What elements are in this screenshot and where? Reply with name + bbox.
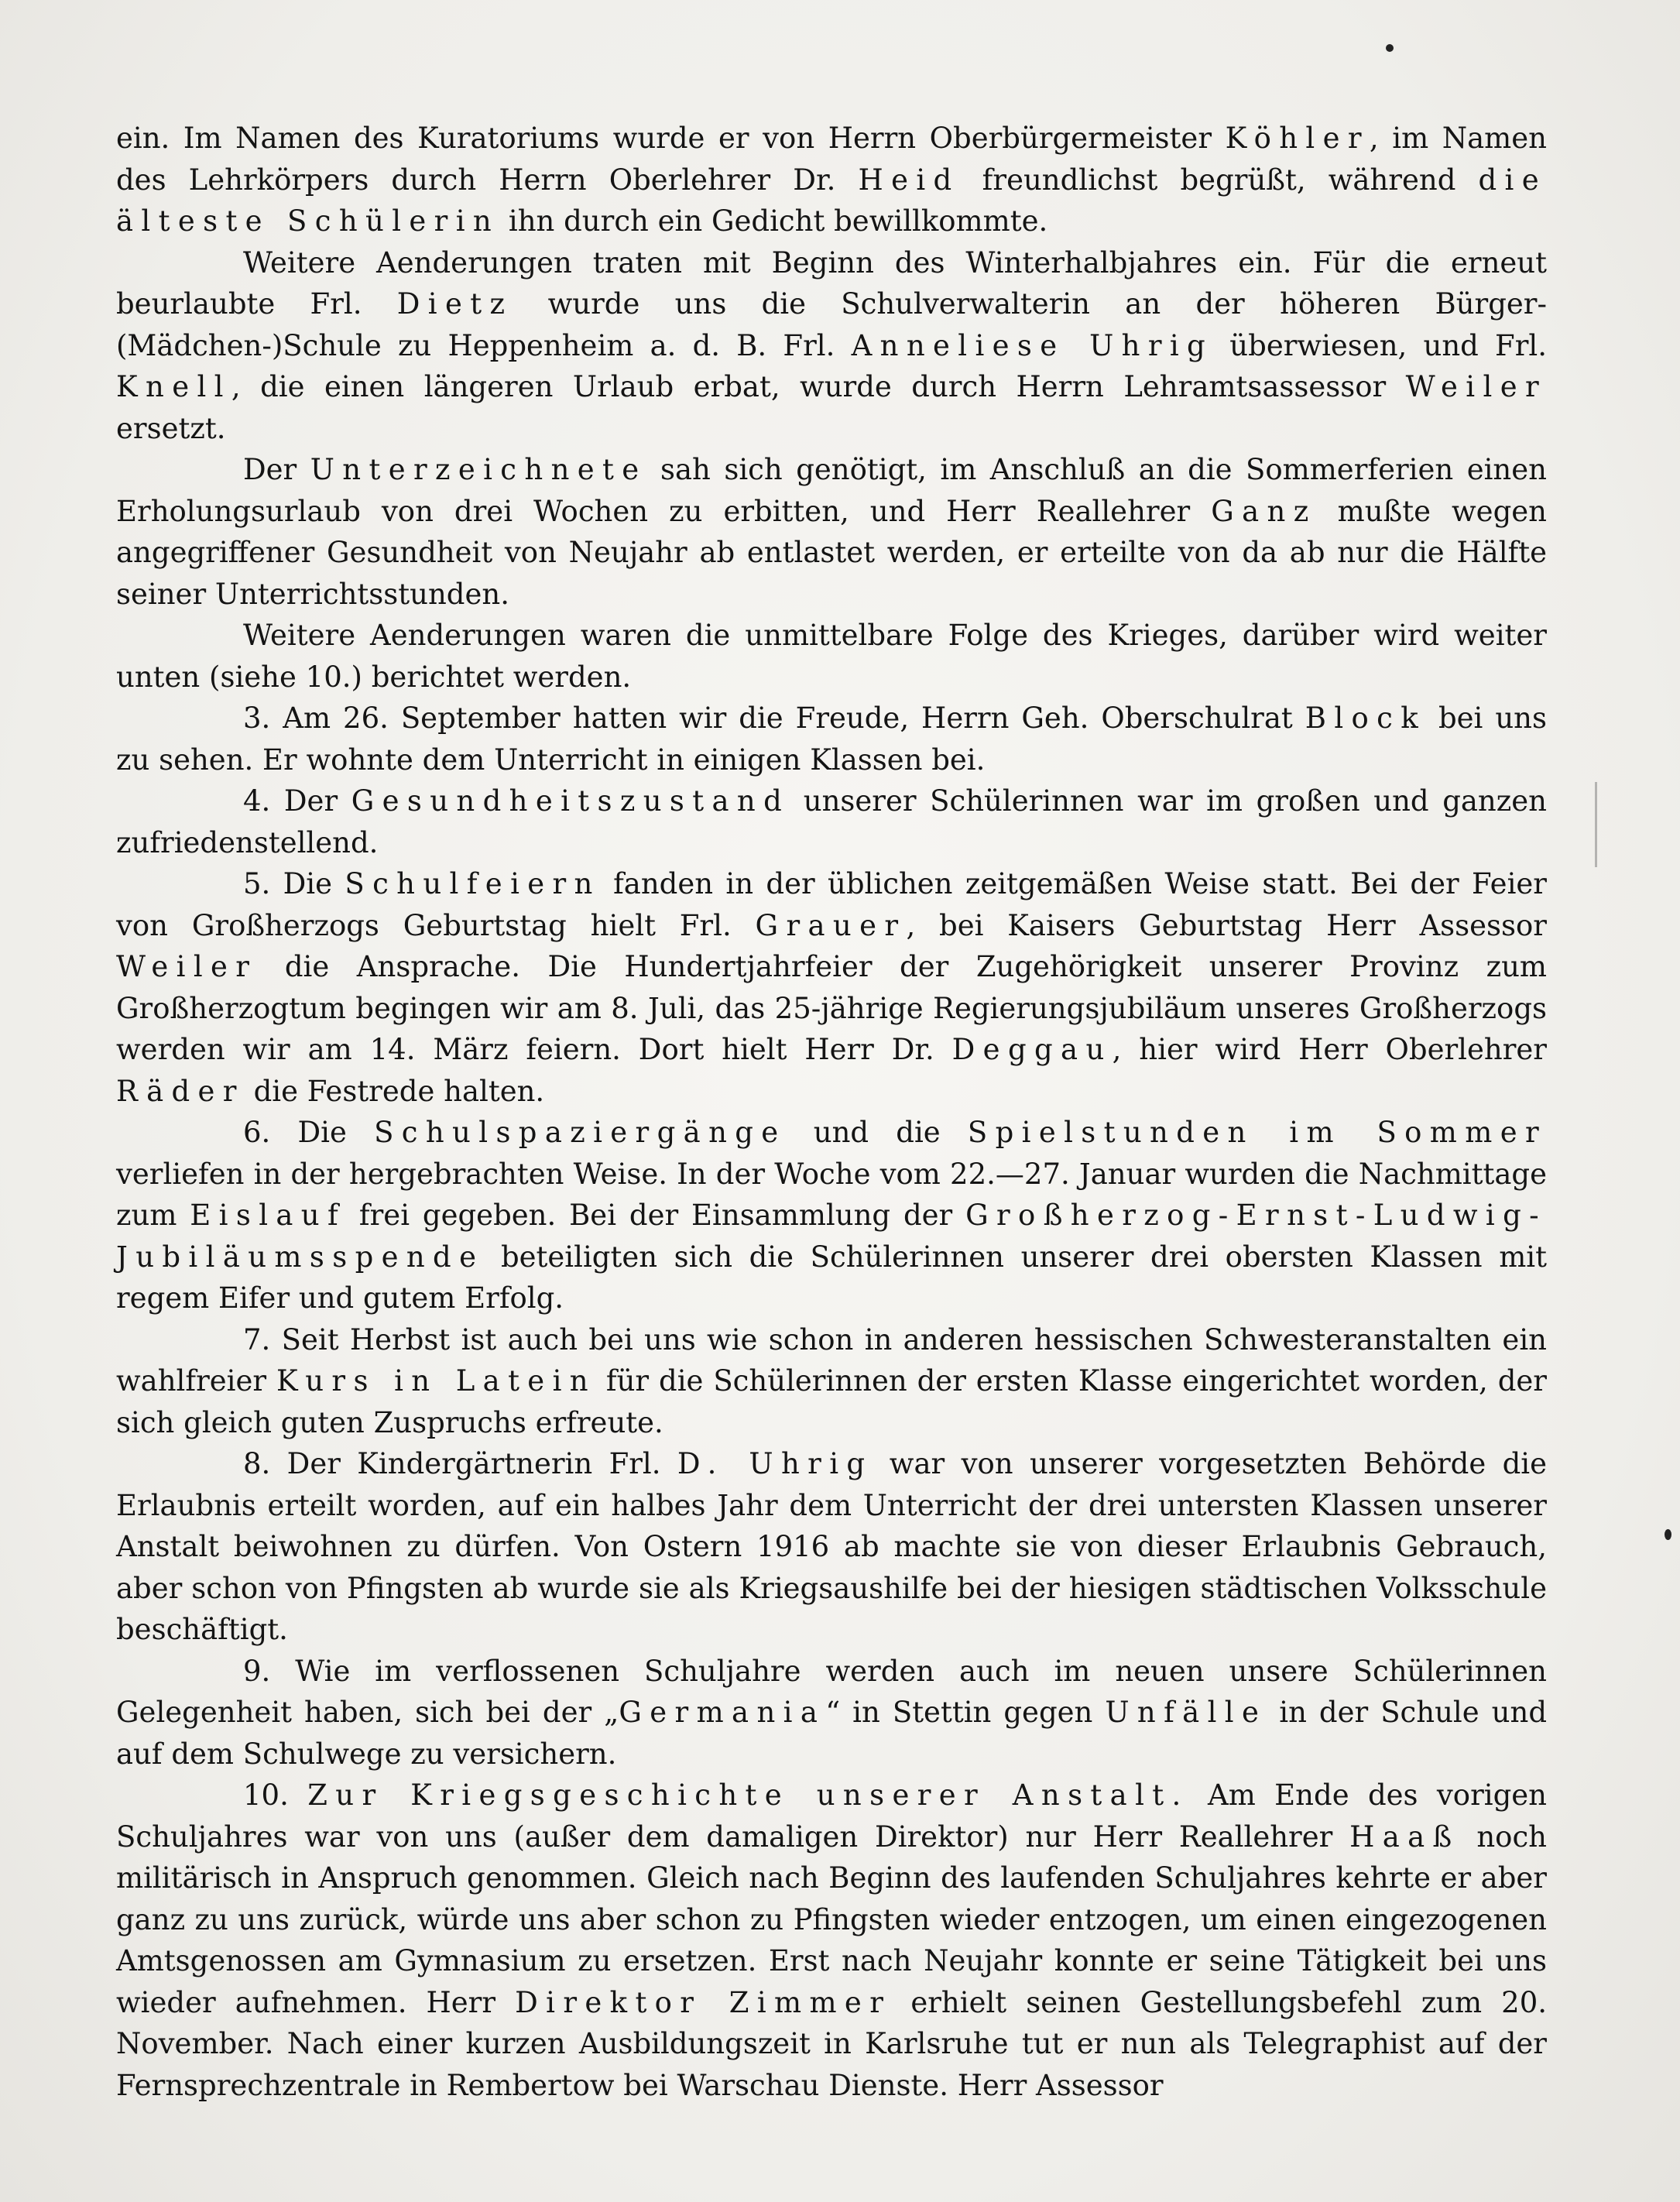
- text-run: in der Schule und auf dem Schulwege zu versichern.: [116, 1696, 1547, 1771]
- text-run: Der: [243, 453, 310, 486]
- scan-edge-line-right: [1595, 782, 1597, 867]
- paragraph-p9: [116, 1319, 1547, 1444]
- spaced-emphasis: Weiler: [116, 950, 258, 983]
- spaced-emphasis: Spielstunden im Sommer: [967, 1116, 1547, 1149]
- text-run: Am Ende des vorigen Schuljahres war von uns (außer dem damaligen Direktor) nur Herr Reallehrer: [116, 1778, 1548, 1854]
- paragraph-p6: [116, 780, 1547, 863]
- text-run: fanden in der üblichen zeitgemäßen Weise statt. Bei der Feier von Großherzogs Geburtstag hielt Frl.: [116, 867, 1547, 942]
- text-run: 7. Seit Herbst ist auch bei uns wie schon in anderen hessischen Schwesteranstalten ein wahlfreier: [116, 1322, 1547, 1398]
- text-run: mußte wegen angegriffener Gesundheit von Neujahr ab entlastet werden, er erteilte von da ab nur die Hälfte seiner Unterrichtsstunden.: [116, 494, 1547, 611]
- text-run: freundlichst begrüßt, während: [959, 163, 1479, 197]
- paragraph-p1: [116, 118, 1547, 242]
- text-run: war von unserer vorgesetzten Behörde die Erlaubnis erteilt worden, auf ein halbes Jahr dem Unterricht der drei untersten Klassen unserer Anstalt beiwohnen zu dürfen. Von Ostern 1916 ab machte sie von dieser Erlaubnis Gebrauch, aber schon von Pfingsten ab wurde sie als Kriegsaushilfe bei der hiesigen städtischen Volksschule beschäftigt.: [116, 1447, 1547, 1646]
- paragraph-p4: [116, 615, 1547, 698]
- spaced-emphasis: Dietz: [396, 287, 513, 321]
- paragraph-p7: [116, 863, 1547, 1112]
- text-run: 3. Am 26. September hatten wir die Freude, Herrn Geh. Oberschulrat: [243, 701, 1305, 735]
- text-run: 9. Wie im verflossenen Schuljahre werden auch im neuen unsere Schülerinnen Gelegenheit haben, sich bei der „: [116, 1654, 1547, 1729]
- text-run: bei uns zu sehen. Er wohnte dem Unterricht in einigen Klassen bei.: [116, 701, 1547, 777]
- paragraph-p3: [116, 449, 1547, 615]
- text-run: frei gegeben. Bei der Einsammlung der: [346, 1199, 966, 1232]
- text-run: beteiligten sich die Schülerinnen unserer drei obersten Klassen mit regem Eifer und gutem Erfolg.: [116, 1240, 1547, 1315]
- spaced-emphasis: Grauer: [755, 908, 907, 942]
- spaced-emphasis: Köhler: [1225, 122, 1370, 155]
- spaced-emphasis: Schulspaziergänge: [374, 1116, 787, 1149]
- text-run: überwiesen, und Frl.: [1213, 328, 1547, 362]
- spaced-emphasis: Weiler: [1405, 370, 1547, 403]
- spaced-emphasis: Räder: [116, 1074, 245, 1108]
- spaced-emphasis: Ganz: [1211, 494, 1317, 528]
- text-run: Weitere Aenderungen waren die unmittelbare Folge des Krieges, darüber wird weiter unten (siehe 10.) berichtet werden.: [116, 619, 1547, 694]
- text-run: ersetzt.: [116, 411, 226, 445]
- spaced-emphasis: Kurs in Latein: [276, 1364, 596, 1398]
- text-run: ihn durch ein Gedicht bewillkommte.: [499, 204, 1048, 238]
- text-run: sah sich genötigt, im Anschluß an die Sommerferien einen Erholungsurlaub von drei Wochen zu erbitten, und Herr Reallehrer: [116, 453, 1547, 528]
- text-run: “ in Stettin gegen: [825, 1696, 1106, 1729]
- spaced-emphasis: Unterzeichnete: [310, 453, 647, 486]
- text-run: noch militärisch in Anspruch genommen. Gleich nach Beginn des laufenden Schuljahres kehrte er aber ganz zu uns zurück, würde uns aber schon zu Pfingsten wieder entzogen, um einen eingezogenen Amtsgenossen am Gymnasium zu ersetzen. Erst nach Neujahr konnte er seine Tätigkeit bei uns wieder aufnehmen. Herr: [116, 1820, 1548, 2019]
- text-run: wurde uns die Schulverwalterin an der höheren Bürger-(Mädchen-)Schule zu Heppenheim a. d. B. Frl.: [116, 287, 1547, 362]
- text-run: die Ansprache. Die Hundertjahrfeier der Zugehörigkeit unserer Provinz zum Großherzogtum begingen wir am 8. Juli, das 25-jährige Regierungsjubiläum unseres Großherzogs werden wir am 14. März feiern. Dort hielt Herr Dr.: [116, 950, 1547, 1066]
- text-run: , im Namen des Lehrkörpers durch Herrn Oberlehrer Dr.: [116, 122, 1547, 197]
- text-run: Weitere Aenderungen traten mit Beginn des Winterhalbjahres ein. Für die erneut beurlaubte Frl.: [116, 245, 1547, 321]
- spaced-emphasis: Germania: [619, 1696, 826, 1729]
- paragraph-p10: [116, 1443, 1547, 1651]
- spaced-emphasis: die älteste Schülerin: [116, 163, 1547, 238]
- spaced-emphasis: Eislauf: [190, 1199, 347, 1232]
- spaced-emphasis: D. Uhrig: [677, 1447, 873, 1480]
- paragraph-p12: [116, 1775, 1547, 2106]
- text-run: 8. Der Kindergärtnerin Frl.: [243, 1447, 677, 1480]
- text-run: für die Schülerinnen der ersten Klasse eingerichtet worden, der sich gleich guten Zuspruchs erfreute.: [116, 1364, 1547, 1439]
- paragraph-p5: [116, 698, 1547, 780]
- text-run: die Festrede halten.: [244, 1074, 545, 1108]
- text-run: 6. Die: [243, 1116, 375, 1149]
- text-run: 5. Die: [243, 867, 345, 900]
- text-run: , hier wird Herr Oberlehrer: [1112, 1033, 1547, 1066]
- spaced-emphasis: Block: [1305, 701, 1427, 735]
- paragraph-p11: [116, 1651, 1547, 1775]
- text-run: , die einen längeren Urlaub erbat, wurde durch Herrn Lehramtsassessor: [231, 370, 1406, 403]
- spaced-emphasis: Anneliese Uhrig: [851, 328, 1214, 362]
- text-run: ein. Im Namen des Kuratoriums wurde er von Herrn Oberbürgermeister: [116, 122, 1226, 155]
- text-run: 10.: [243, 1778, 308, 1812]
- text-run: verliefen in der hergebrachten Weise. In der Woche vom 22.—27. Januar wurden die Nachmittage zum: [116, 1157, 1547, 1232]
- spaced-emphasis: Schulfeiern: [345, 867, 601, 900]
- text-run: , bei Kaisers Geburtstag Herr Assessor: [906, 908, 1547, 942]
- spaced-emphasis: Gesundheitszustand: [351, 784, 790, 818]
- paragraph-p8: [116, 1112, 1547, 1319]
- spaced-emphasis: Zur Kriegsgeschichte unserer Anstalt.: [307, 1778, 1189, 1812]
- text-run: und die: [786, 1116, 968, 1149]
- body-text: [116, 118, 1547, 2106]
- spaced-emphasis: Großherzog-Ernst-Ludwig-Jubiläumsspende: [116, 1199, 1547, 1274]
- spaced-emphasis: Direktor Zimmer: [515, 1985, 892, 2019]
- text-run: 4. Der: [243, 784, 351, 818]
- paragraph-p2: [116, 242, 1547, 450]
- spaced-emphasis: Unfälle: [1105, 1696, 1267, 1729]
- text-run: erhielt seinen Gestellungsbefehl zum 20. November. Nach einer kurzen Ausbildungszeit in Karlsruhe tut er nun als Telegraphist auf der Fernsprechzentrale in Rembertow bei Warschau Dienste. Herr Assessor: [116, 1985, 1548, 2102]
- speck-top-right: [1386, 44, 1394, 52]
- spaced-emphasis: Haaß: [1349, 1820, 1460, 1854]
- spaced-emphasis: Deggau: [951, 1033, 1113, 1066]
- spaced-emphasis: Heid: [858, 163, 960, 197]
- spaced-emphasis: Knell: [116, 370, 231, 403]
- speck-right-margin: [1665, 1529, 1671, 1540]
- text-run: unserer Schülerinnen war im großen und ganzen zufriedenstellend.: [116, 784, 1547, 859]
